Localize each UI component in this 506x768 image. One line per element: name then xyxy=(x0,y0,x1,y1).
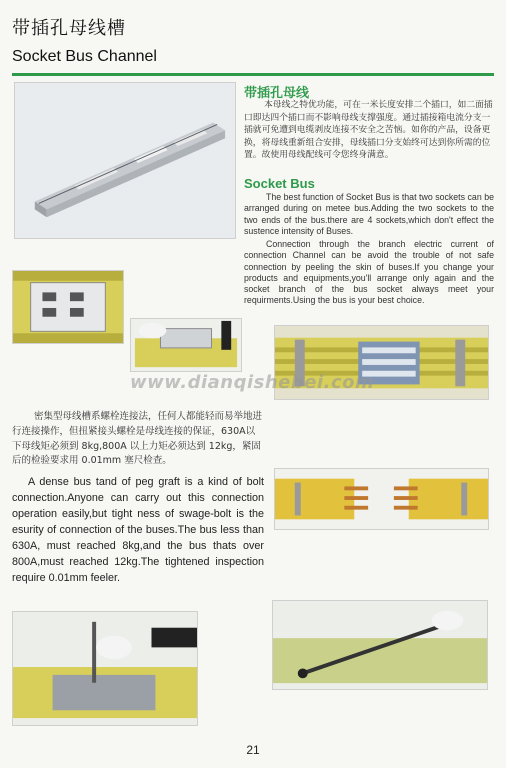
section-heading-cn: 带插孔母线 xyxy=(244,86,310,101)
header-divider xyxy=(12,73,494,76)
bus-joint-photo xyxy=(274,468,489,530)
section-paragraph-1: The best function of Socket Bus is that two sockets can be arranged during on metee bus.Adding the two sockets to the two ends of the bus.there are 4 sockets,which don't effect the sustence intensity of Buses. xyxy=(244,192,494,236)
bus-channel-photo xyxy=(14,82,236,239)
bolt-tightening-photo xyxy=(12,611,198,726)
bolt-connection-body-en: A dense bus tand of peg graft is a kind of bolt connection.Anyone can carry out this connection operation easily,but tight ness of swage-bolt is the esurity of connection of the buses.The bus less than 630A, must reached 8kg,and the bus thats over 800A,must reached 12kg.The tightened inspection require 0.01mm feeler. xyxy=(12,476,264,584)
plug-insertion-photo xyxy=(130,318,242,372)
page-title-cn: 带插孔母线槽 xyxy=(12,18,126,39)
bolt-connection-body-cn: 密集型母线槽系螺栓连接法，任何人都能轻而易举地进行连接操作，但扭紧接头螺栓是母线连接的保证，630A以下母线矩必须到 8kg,800A 以上力矩必须达到 12kg，紧固后的检验要求用 0.01mm 塞尺检查。 xyxy=(12,411,263,467)
socket-closeup-photo xyxy=(12,270,124,344)
section-heading-en: Socket Bus xyxy=(244,176,315,191)
torque-wrench-photo xyxy=(272,600,488,690)
page-title-en: Socket Bus Channel xyxy=(12,48,157,65)
section-paragraph-2: Connection through the branch electric current of connection Channel can be avoid the trouble of not safe connection by peeling the skin of buses.If you change your products and equipments,you'll arrange only again and the socket branch of the bus socket always meet your requirments.Using the bus is your best choice. xyxy=(244,239,494,306)
section-body-cn: 本母线之特优功能，可在一米长度安排二个插口，如二面插口即达四个插口而不影响母线支撑强度。通过插接箱电流分支一插就可免遭到电缆剥皮连接不安全之苦恼。如你的产品，设备更换，将母线重新组合安排，母线插口分支始终可达到你所需的位置。故使用母线配线可令您终身满意。 xyxy=(244,100,493,161)
watermark-url: www.dianqishebei.com xyxy=(130,372,375,393)
page-number: 21 xyxy=(246,743,260,757)
